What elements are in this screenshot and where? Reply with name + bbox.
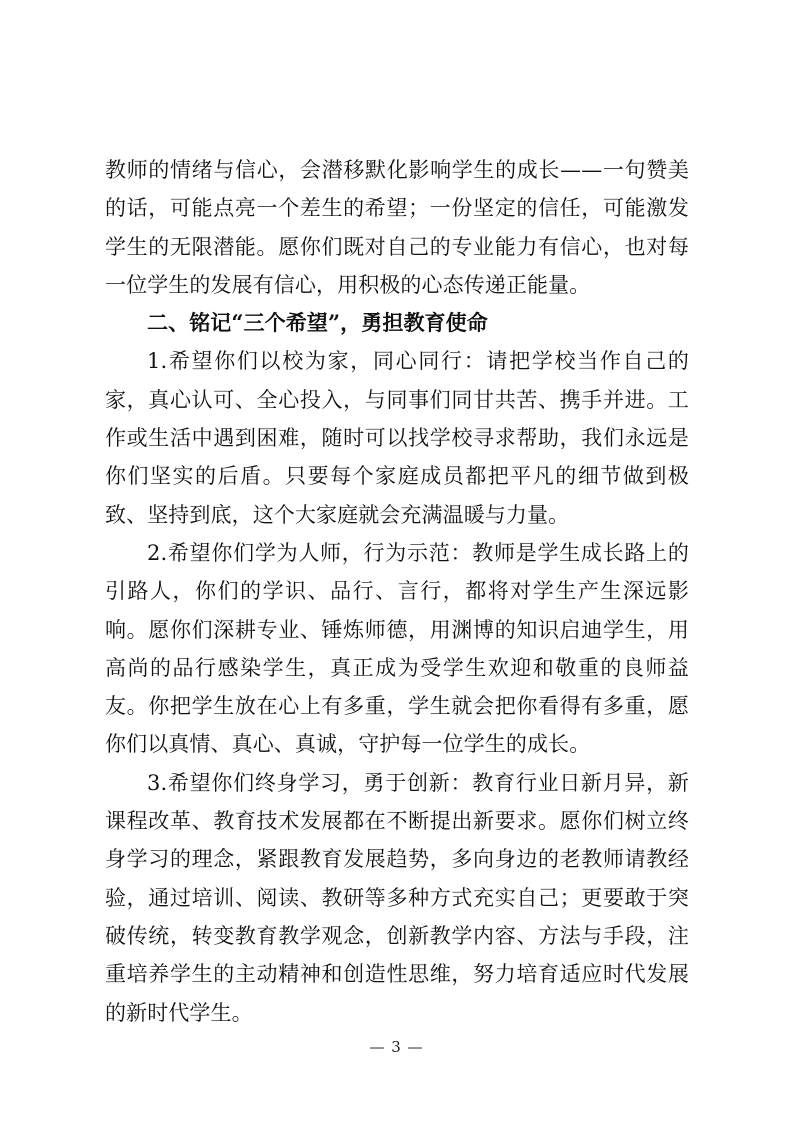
paragraph-continuation: 教师的情绪与信心，会潜移默化影响学生的成长——一句赞美的话，可能点亮一个差生的希望；一份坚定的信任，可能激发学生的无限潜能。愿你们既对自己的专业能力有信心，也对每一位学生的发展有信心，用积极的心态传递正能量。 — [105, 158, 689, 297]
paragraph-hope-3: 3.希望你们终身学习，勇于创新：教育行业日新月异，新课程改革、教育技术发展都在不断提出新要求。愿你们树立终身学习的理念，紧跟教育发展趋势，多向身边的老教师请教经验，通过培训、阅读、教研等多种方式充实自己；更要敢于突破传统，转变教育教学观念，创新教学内容、方法与手段，注重培养学生的主动精神和创造性思维，努力培育适应时代发展的新时代学生。 — [105, 770, 689, 1025]
paragraph-hope-1: 1.希望你们以校为家，同心同行：请把学校当作自己的家，真心认可、全心投入，与同事们同甘共苦、携手并进。工作或生活中遇到困难，随时可以找学校寻求帮助，我们永远是你们坚实的后盾。只要每个家庭成员都把平凡的细节做到极致、坚持到底，这个大家庭就会充满温暖与力量。 — [105, 349, 689, 527]
body-text — [105, 151, 689, 1032]
section-heading: 二、铭记“三个希望”，勇担教育使命 — [147, 310, 488, 336]
page-number: — 3 — — [369, 1038, 424, 1056]
paragraph-hope-2: 2.希望你们学为人师，行为示范：教师是学生成长路上的引路人，你们的学识、品行、言行，都将对学生产生深远影响。愿你们深耕专业、锤炼师德，用渊博的知识启迪学生，用高尚的品行感染学生，真正成为受学生欢迎和敬重的良师益友。你把学生放在心上有多重，学生就会把你看得有多重，愿你们以真情、真心、真诚，守护每一位学生的成长。 — [105, 540, 689, 757]
